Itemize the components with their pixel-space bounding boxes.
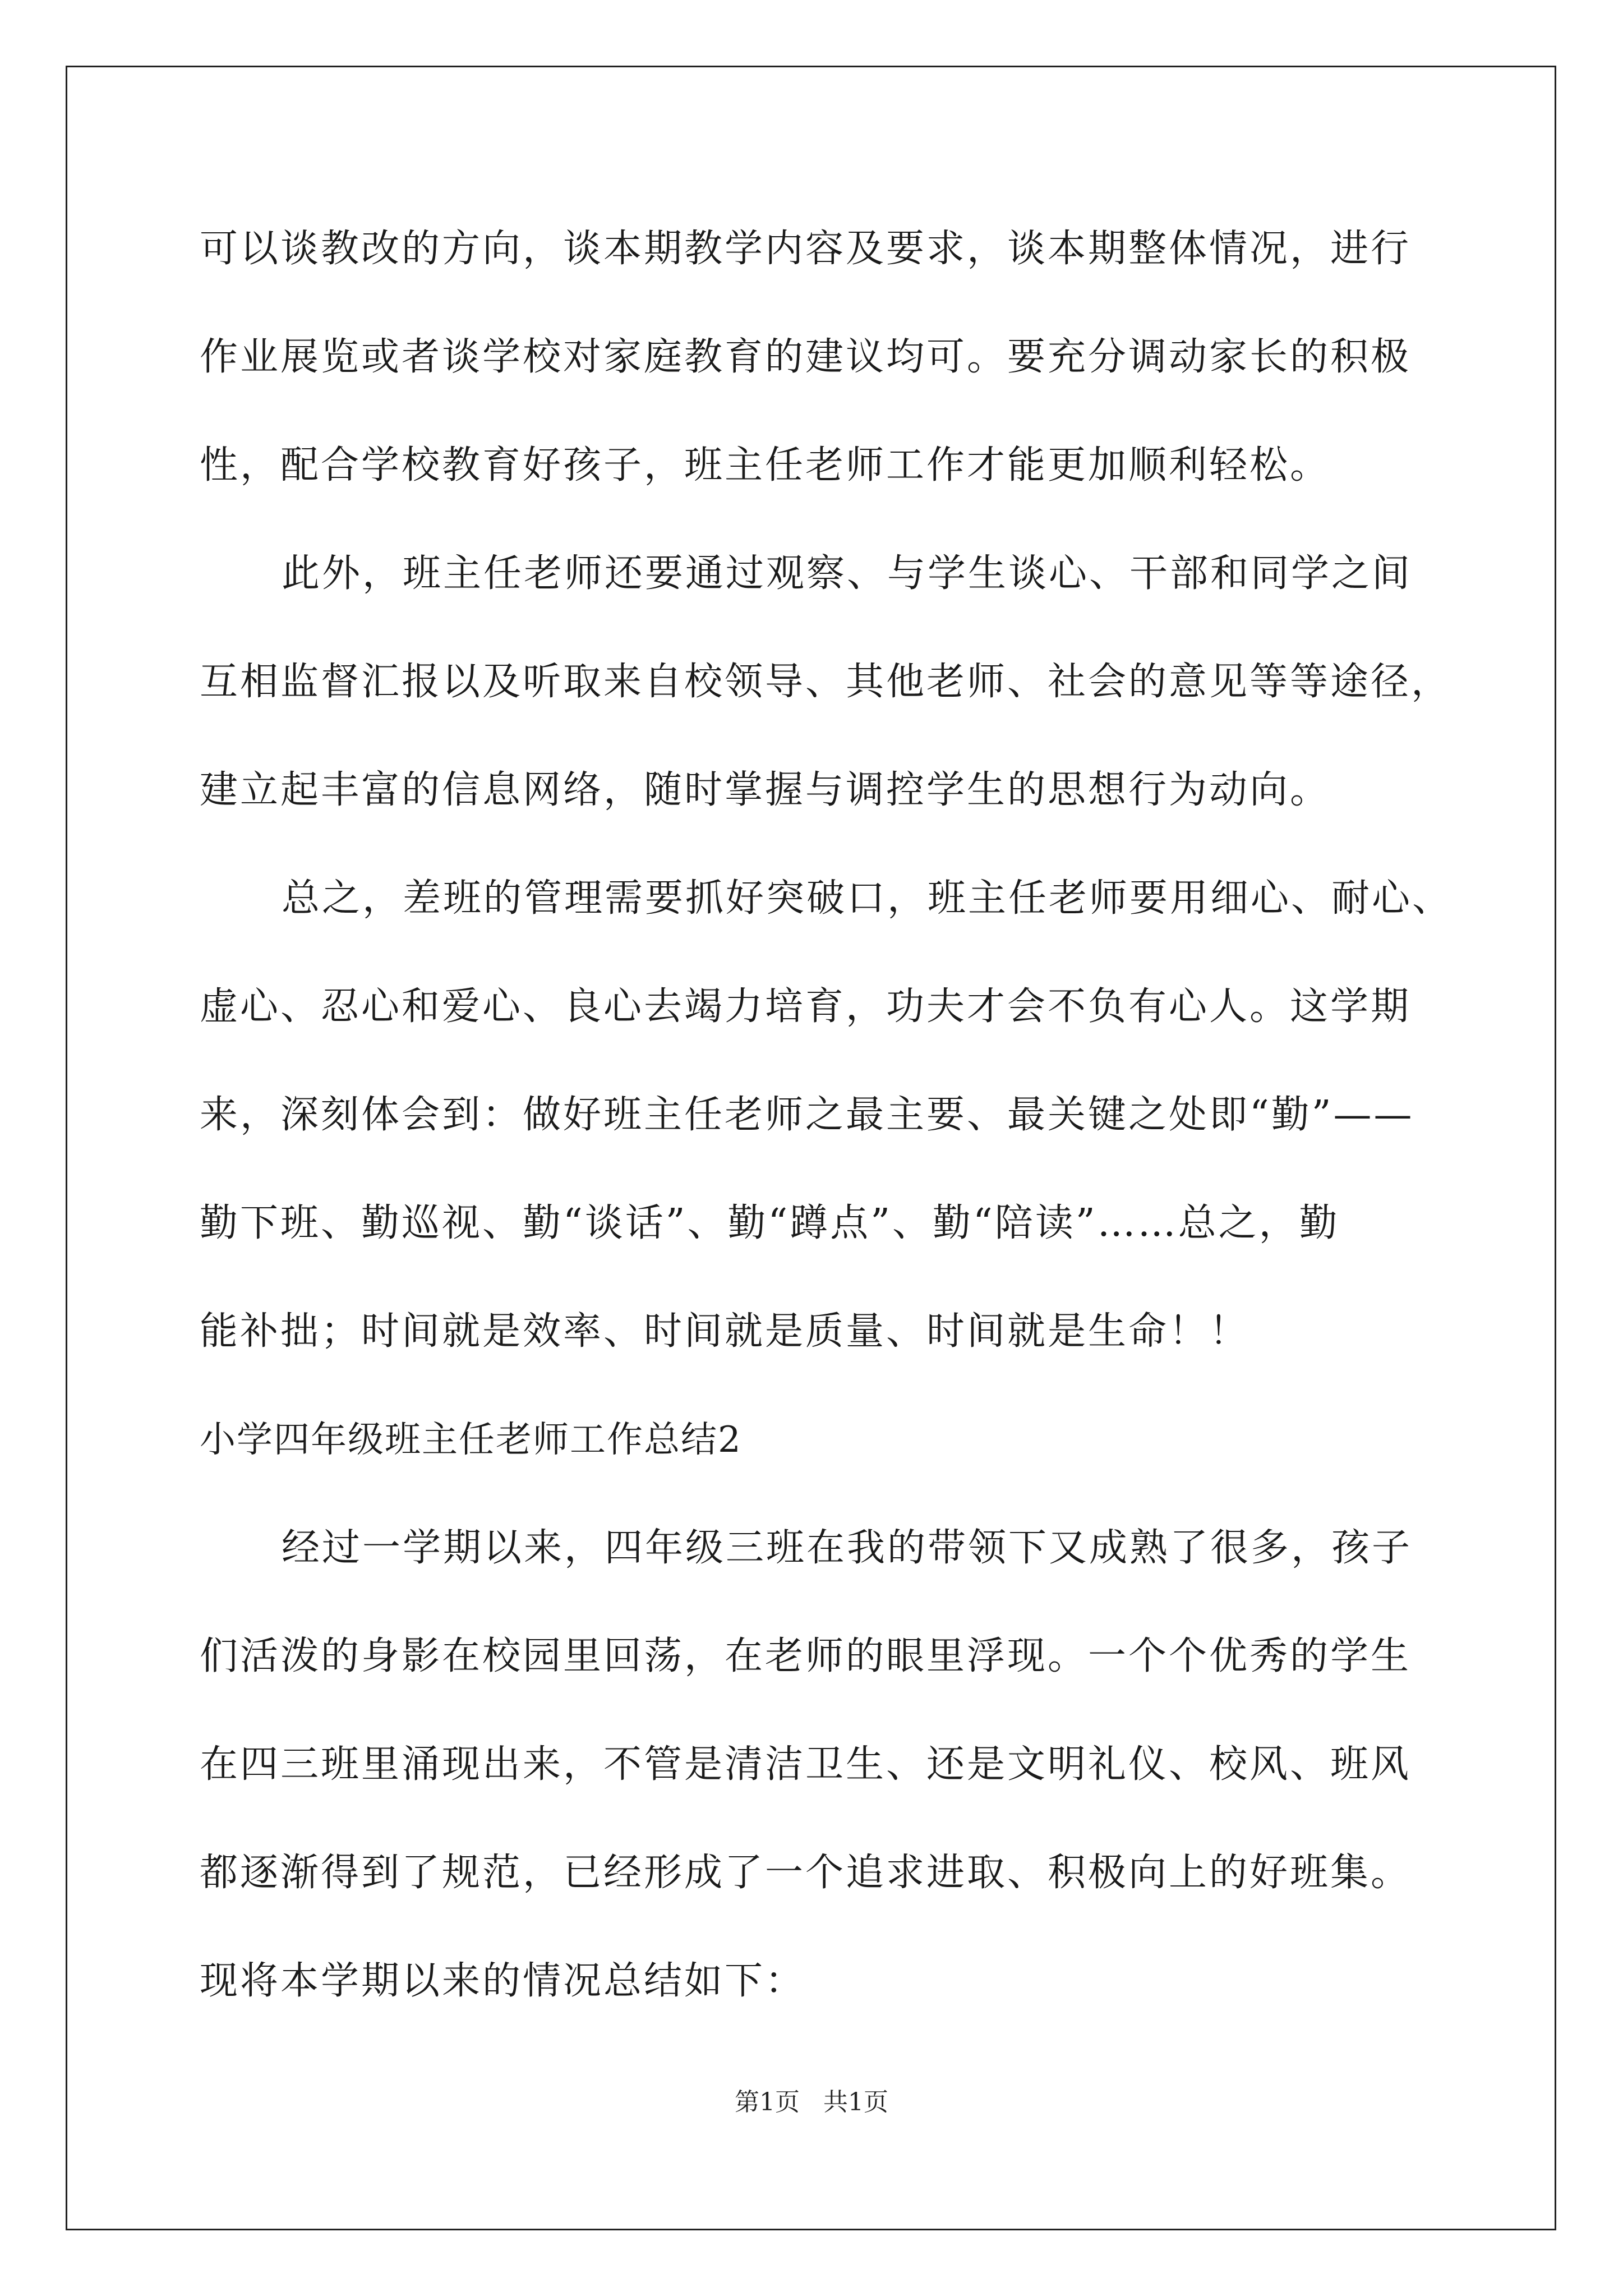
page-total: 共1页 — [823, 2088, 888, 2116]
paragraph-3-line-2: 虚心、忍心和爱心、良心去竭力培育，功夫才会不负有心人。这学期 — [200, 984, 1412, 1029]
paragraph-3-line-3: 来，深刻体会到：做好班主任老师之最主要、最关键之处即“勤”—— — [200, 1093, 1414, 1137]
paragraph-1-line-2: 作业展览或者谈学校对家庭教育的建议均可。要充分调动家长的积极 — [200, 335, 1412, 379]
paragraph-2-line-2: 互相监督汇报以及听取来自校领导、其他老师、社会的意见等等途径， — [200, 660, 1452, 704]
paragraph-3-line-4: 勤下班、勤巡视、勤“谈话”、勤“蹲点”、勤“陪读”……总之，勤 — [200, 1201, 1340, 1245]
paragraph-5-line-2: 们活泼的身影在校园里回荡，在老师的眼里浮现。一个个优秀的学生 — [200, 1634, 1412, 1678]
paragraph-1-line-1: 可以谈教改的方向，谈本期教学内容及要求，谈本期整体情况，进行 — [200, 227, 1412, 271]
paragraph-5-line-3: 在四三班里涌现出来，不管是清洁卫生、还是文明礼仪、校风、班风 — [200, 1742, 1412, 1787]
paragraph-5-line-4: 都逐渐得到了规范，已经形成了一个追求进取、积极向上的好班集。 — [200, 1851, 1412, 1895]
page-border — [66, 66, 1556, 2230]
paragraph-5-line-1: 经过一学期以来，四年级三班在我的带领下又成熟了很多，孩子 — [282, 1526, 1413, 1570]
page-number: 第1页 — [735, 2088, 800, 2116]
paragraph-3-line-1: 总之，差班的管理需要抓好突破口，班主任老师要用细心、耐心、 — [282, 876, 1453, 921]
paragraph-1-line-3: 性，配合学校教育好孩子，班主任老师工作才能更加顺利轻松。 — [200, 443, 1331, 487]
page-footer — [0, 2086, 1623, 2119]
paragraph-5-line-5: 现将本学期以来的情况总结如下： — [200, 1959, 806, 2003]
section-heading: 小学四年级班主任老师工作总结2 — [200, 1419, 742, 1461]
paragraph-2-line-3: 建立起丰富的信息网络，随时掌握与调控学生的思想行为动向。 — [200, 768, 1331, 812]
paragraph-2-line-1: 此外，班主任老师还要通过观察、与学生谈心、干部和同学之间 — [282, 551, 1413, 596]
paragraph-3-line-5: 能补拙；时间就是效率、时间就是质量、时间就是生命！！ — [200, 1309, 1250, 1354]
